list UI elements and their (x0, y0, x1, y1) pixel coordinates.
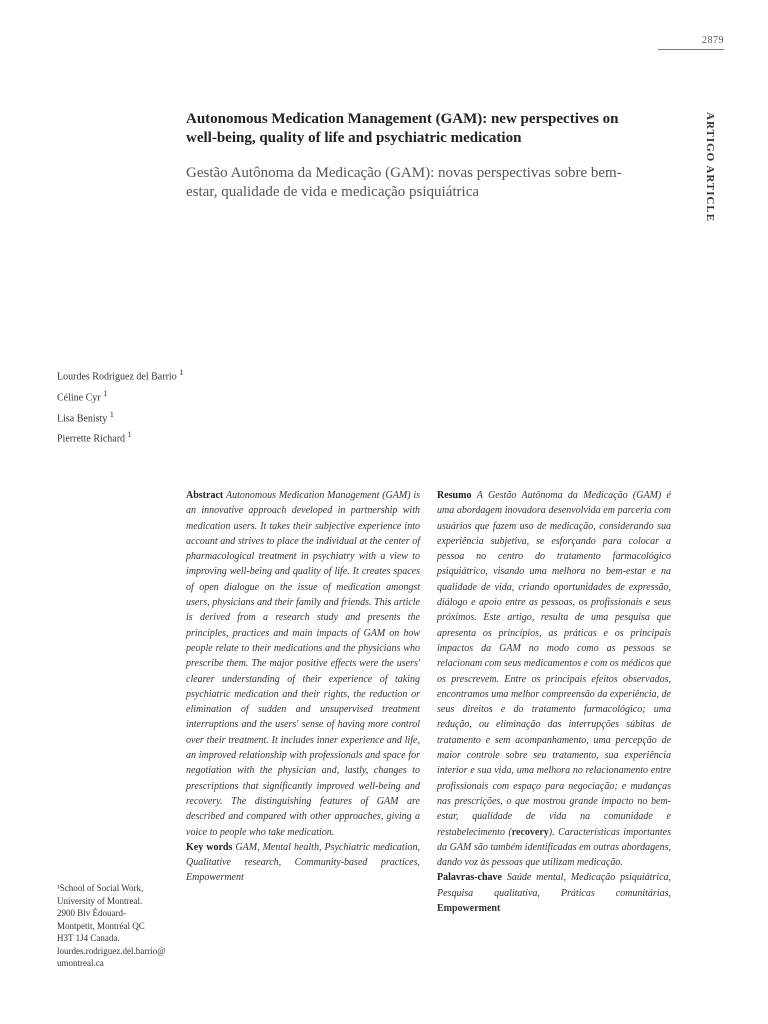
page-number: 2879 (702, 35, 724, 46)
keywords-paragraph (186, 840, 420, 886)
resumo-label: Resumo (437, 490, 472, 501)
affiliation-line: H3T 1J4 Canada. (57, 933, 120, 943)
resumo-column (437, 488, 671, 916)
affiliation-line: ¹School of Social Work, (57, 883, 144, 893)
palavras-chave-text: Saúde mental, Medicação psiquiátrica, Pesquisa qualitativa, Práticas comunitárias, (437, 872, 672, 899)
affiliation-email-domain[interactable]: umontreal.ca (57, 958, 104, 968)
author-name: Céline Cyr $^1$ (57, 388, 108, 404)
section-label: ARTIGO ARTICLE (704, 112, 716, 223)
affiliation-email[interactable]: lourdes.rodriguez.del.barrio@ (57, 945, 166, 956)
resumo-text: A Gestão Autônoma da Medicação (GAM) é uma abordagem inovadora desenvolvida em parceria com usuários que fazem uso de medicação, considerando sua experiência subjetiva, se esforçando para colocar a pessoa no centro do tratamento farmacológico psiquiátrico, visando uma melhora no bem-estar e na qualidade de vida, criando oportunidades de expressão, diálogo e apoio entre as pessoas, os profissionais e seus próximos. Este artigo, resulta de uma pesquisa que apresenta os princípios, as práticas e os principais impactos da GAM no modo como as pessoas se relacionam com seus medicamentos e com os médicos que os prescrevem. Entre os principais efeitos observados, encontramos uma melhor compreensão da experiência, de seus direitos e do tratamento farmacológico; uma redução, ou eliminação das interrupções súbitas de tratamento e sem acompanhamento, uma percepção de maior controle sobre seu tratamento, sua experiência interior e sua vida, uma melhora no relacionamento entre profissionais com espaço para negociação; e mudanças nas prescrições, o que mostrou grande impacto no bem-estar, qualidade de vida na comunidade e restabelecimento (recovery). Características importantes da GAM são também identificadas em outras abordagens, dando voz às pessoas que utilizam medicação. (437, 490, 671, 869)
palavras-chave-paragraph (437, 870, 671, 916)
affiliation-line: University of Montreal. (57, 895, 143, 906)
abstract-paragraph (186, 488, 420, 840)
abstract-column (186, 488, 420, 886)
palavras-chave-label: Palavras-chave (437, 872, 502, 884)
header-rule (658, 49, 724, 50)
resumo-paragraph (437, 488, 671, 870)
author-list (57, 365, 257, 448)
title-english: Autonomous Medication Management (GAM): new perspectives on well-being, quality of life and psychiatric medication (186, 111, 619, 146)
author-name: Pierrette Richard $^1$ (57, 430, 132, 445)
keywords-text: GAM, Mental health, Psychiatric medication, Qualitative research, Community-based practices, Empowerment (186, 841, 420, 884)
author-name: Lisa Benisty $^1$ (57, 409, 114, 424)
author-name: Lourdes Rodriguez del Barrio $^1$ (57, 368, 184, 383)
title-portuguese: Gestão Autônoma da Medicação (GAM): novas perspectivas sobre bem-estar, qualidade de vida e medicação psiquiátrica (186, 165, 622, 200)
recovery-term: recovery (511, 826, 549, 838)
keywords-label: Key words (186, 841, 233, 853)
abstract-text: Autonomous Medication Management (GAM) is an innovative approach developed in partnership with medication users. It takes their subjective experience into account and strives to place the individual at the center of pharmacological treatment in psychiatry with a view to improving well-being and quality of life. It creates spaces of open dialogue on the issue of medication amongst users, physicians and their family and friends. This article is derived from a research study and presents the principles, practices and main impacts of GAM on how people relate to their medications and the physicians who prescribe them. The major positive effects were the users' clearer understanding of their experience of taking psychiatric medication and their rights, the reduction or elimination of sudden and unsupervised treatment interruptions and the users' sense of having more control over their treatment. It includes inner experience and life, an improved relationship with professionals and space for negotiation with the physician and, lastly, changes to prescriptions that significantly improved well-being and recovery. The distinguishing features of GAM are described and compared with other approaches, giving a voice to people who take medication. (186, 490, 420, 838)
affiliation-line: Montpetit, Montréal QC (57, 920, 145, 931)
palavras-chave-last: Empowerment (437, 903, 501, 915)
author-affiliation (57, 882, 177, 970)
abstract-label: Abstract (186, 490, 224, 501)
affiliation-line: 2900 Blv Édouard- (57, 908, 126, 918)
